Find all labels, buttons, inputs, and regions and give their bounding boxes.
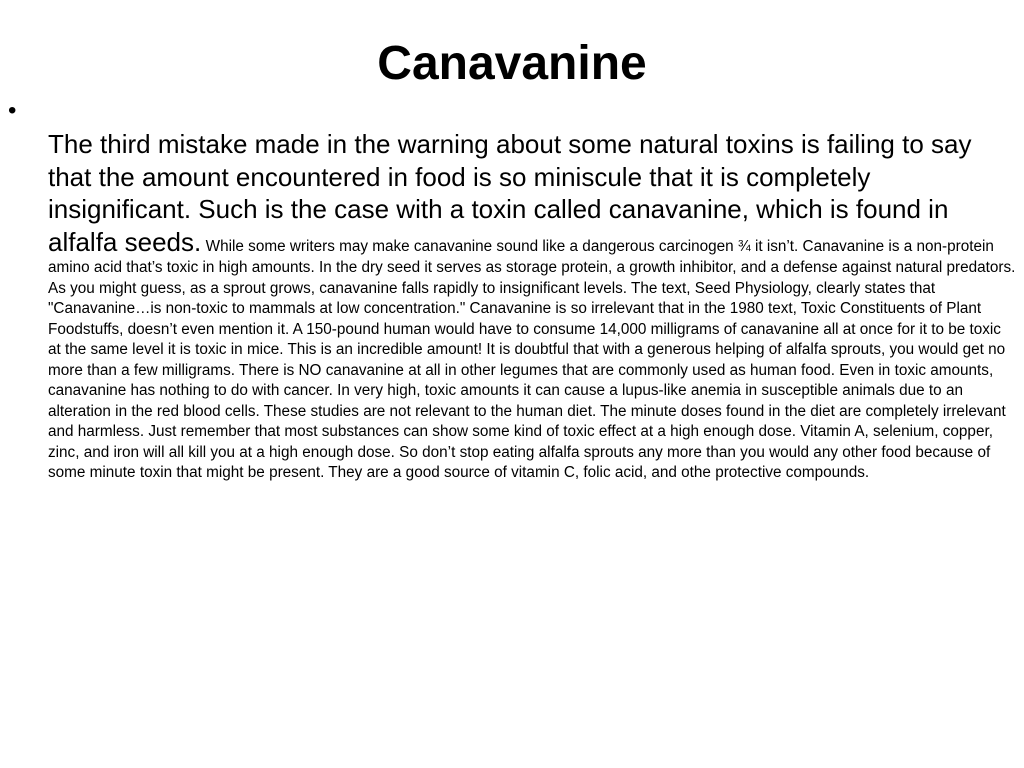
slide-title: Canavanine [377,37,647,90]
detail-text: While some writers may make canavanine sound like a dangerous carcinogen ¾ it isn’t. Canavanine is a non-protein amino acid that’s toxic in high amounts. In the dry seed it serves as storage protein, a growth inhibitor, and a defense against natural predators. As you might guess, as a sprout grows, canavanine falls rapidly to insignificant levels. The text, Seed Physiology, clearly states that "Canavanine…is non-toxic to mammals at low concentration." Canavanine is so irrelevant that in the 1980 text, Toxic Constituents of Plant Foodstuffs, doesn’t even mention it. A 150-pound human would have to consume 14,000 milligrams of canavanine all at once for it to be toxic at the same level it is toxic in mice. This is an incredible amount! It is doubtful that with a generous helping of alfalfa sprouts, you would get no more than a few milligrams. There is NO canavanine at all in other legumes that are commonly used as human food. Even in toxic amounts, canavanine has nothing to do with cancer. In very high, toxic amounts it can cause a lupus-like anemia in susceptible animals due to an alteration in the red blood cells. These studies are not relevant to the human diet. The minute doses found in the diet are completely irrelevant and harmless. Just remember that most substances can show some kind of toxic effect at a high enough dose. Vitamin A, selenium, copper, zinc, and iron will all kill you at a high enough dose. So don’t stop eating alfalfa sprouts any more than you would any other food because of some minute toxin that might be present. They are a good source of vitamin C, folic acid, and othe protective compounds. [48,237,1016,481]
lead-text: The third mistake made in the warning about some natural toxins is failing to say that the amount encountered in food is so miniscule that it is completely insignificant. Such is the case with a toxin called canavanine, which is found in alfalfa seeds. [48,129,972,257]
bullet-marker: • [8,97,17,124]
slide-body [48,128,1016,484]
